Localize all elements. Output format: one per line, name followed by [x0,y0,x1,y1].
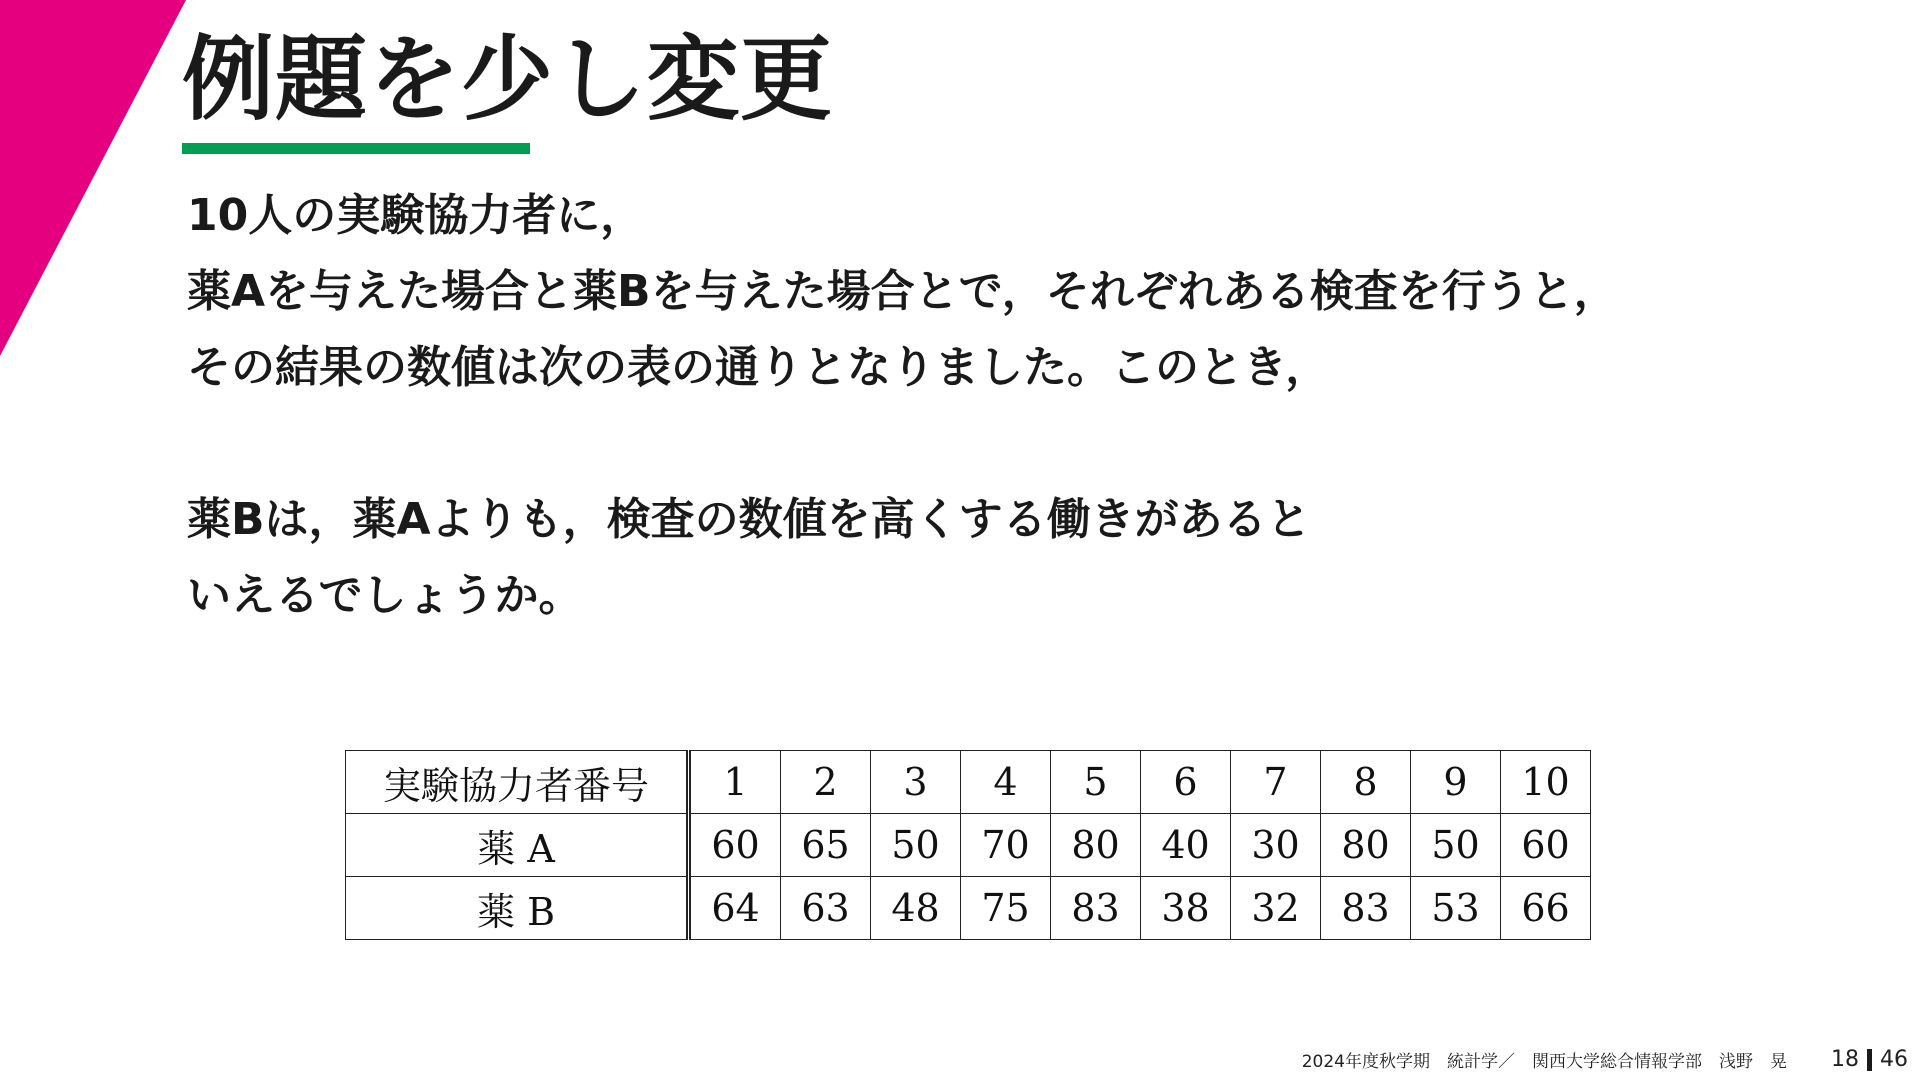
body-line-3: その結果の数値は次の表の通りとなりました。このとき， [187,342,1330,393]
row-label-cell: 薬 B [346,877,689,940]
table-header-row [346,751,1591,814]
page-separator [1867,1049,1872,1071]
header-cell: 6 [1141,751,1231,814]
table-cell: 60 [689,814,781,877]
header-cell: 2 [781,751,871,814]
table-cell: 38 [1141,877,1231,940]
page-number: 18 [1831,1047,1859,1072]
title-underline [182,143,530,154]
table-row-drug-b [346,877,1591,940]
slide-title: 例題を少し変更 [182,26,834,133]
table-cell: 80 [1051,814,1141,877]
problem-statement [187,178,1807,634]
header-cell: 8 [1321,751,1411,814]
table-cell: 32 [1231,877,1321,940]
table-cell: 40 [1141,814,1231,877]
table-cell: 60 [1501,814,1591,877]
table-cell: 48 [871,877,961,940]
question-line-1: 薬Bは，薬Aよりも，検査の数値を高くする働きがあると [187,494,1311,545]
question-line-2: いえるでしょうか。 [187,570,583,621]
body-line-1: 10人の実験協力者に， [187,190,645,241]
row-label-cell: 薬 A [346,814,689,877]
blank-line [187,406,1807,482]
table-cell: 80 [1321,814,1411,877]
table-cell: 50 [871,814,961,877]
accent-triangle-decoration [0,0,186,356]
table-cell: 53 [1411,877,1501,940]
table-cell: 75 [961,877,1051,940]
header-cell: 9 [1411,751,1501,814]
table-cell: 66 [1501,877,1591,940]
slide-footer [1302,1047,1908,1072]
table-cell: 64 [689,877,781,940]
table-row-drug-a [346,814,1591,877]
table-cell: 63 [781,877,871,940]
footer-credit: 2024年度秋学期 統計学／ 関西大学総合情報学部 浅野 晃 [1301,1052,1787,1072]
header-label-cell: 実験協力者番号 [346,751,689,814]
body-line-2: 薬Aを与えた場合と薬Bを与えた場合とで，それぞれある検査を行うと， [187,266,1618,317]
table-cell: 83 [1051,877,1141,940]
header-cell: 5 [1051,751,1141,814]
page-total: 46 [1880,1047,1908,1072]
results-table [345,750,1591,940]
header-cell: 4 [961,751,1051,814]
header-cell: 7 [1231,751,1321,814]
table-cell: 65 [781,814,871,877]
table-cell: 30 [1231,814,1321,877]
header-cell: 3 [871,751,961,814]
header-cell: 1 [689,751,781,814]
table-cell: 83 [1321,877,1411,940]
table-cell: 50 [1411,814,1501,877]
table-cell: 70 [961,814,1051,877]
header-cell: 10 [1501,751,1591,814]
